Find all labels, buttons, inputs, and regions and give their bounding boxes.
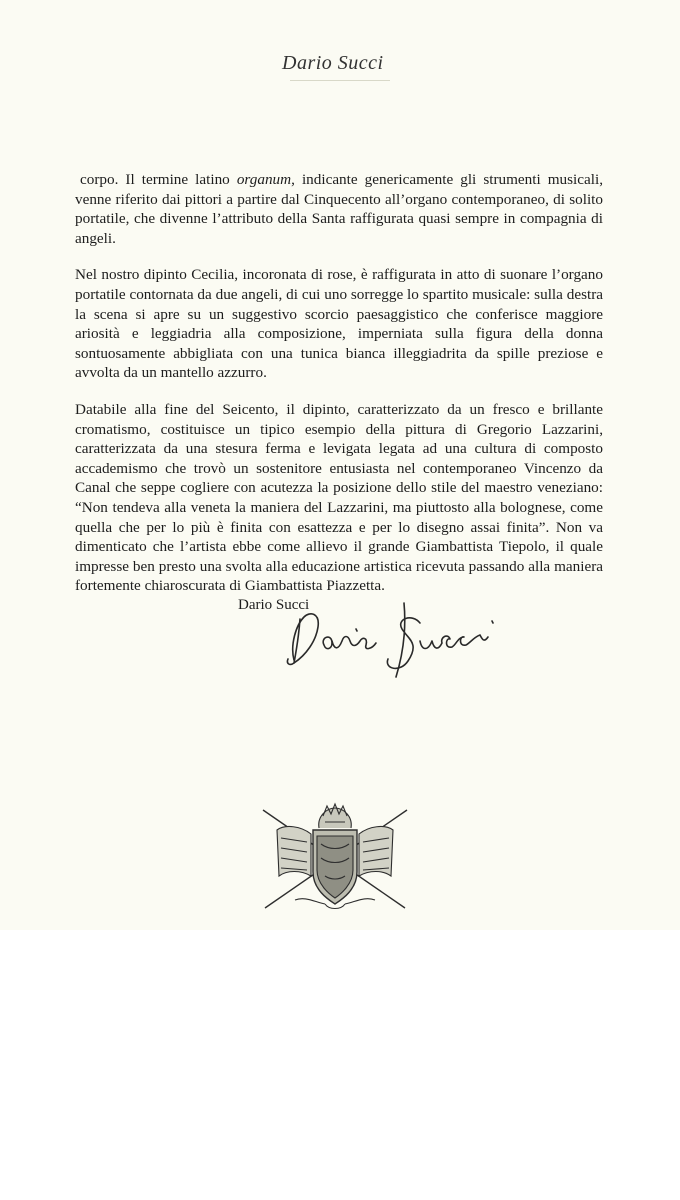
paragraph-1-italic-term: organum bbox=[236, 171, 292, 188]
letterhead-name: Dario Succi bbox=[282, 52, 384, 74]
letterhead-divider bbox=[290, 80, 390, 81]
paragraph-1-start: corpo. Il termine latino bbox=[80, 171, 237, 188]
handwritten-signature bbox=[280, 585, 520, 680]
letter-body bbox=[75, 170, 603, 613]
signatory-name: Dario Succi bbox=[238, 597, 310, 613]
paragraph-2: Nel nostro dipinto Cecilia, incoronata di rose, è raffigurata in atto di suonare l’organo portatile contornata da due angeli, di cui uno sorregge lo spartito musicale: sulla destra la scena si apre su un suggestivo scorcio paesaggistico che conferisce maggiore ariosità e leggiadria alla composizione, imperniata sulla figura della donna sontuosamente abbigliata con una tunica bianca illeggiadrita da spille preziose e avvolta da un mantello azzurro. bbox=[75, 266, 603, 382]
paragraph-1 bbox=[75, 170, 603, 248]
paragraph-1-end: , indicante genericamente gli strumenti musicali, venne riferito dai pittori a partire dal Cinquecento all’organo contemporaneo, di solito portatile, che divenne l’attributo della Santa raffigurata quasi sempre in compagnia di angeli. bbox=[75, 171, 603, 247]
paragraph-3: Databile alla fine del Seicento, il dipinto, caratterizzato da un fresco e brillante cromatismo, costituisce un tipico esempio della pittura di Gregorio Lazzarini, caratterizzata da una stesura ferma e levigata legata ad una cultura di composto accademismo che trovò un sostenitore entusiasta nel contemporaneo Vincenzo da Canal che seppe cogliere con acutezza la posizione dello stile del maestro veneziano: “Non tendeva alla veneta la maniera del Lazzarini, ma piuttosto alla bolognese, come quella che per lo più è finita con esattezza e per lo disegno assai finita”. Non va dimenticato che l’artista ebbe come allievo il grande Giambattista Tiepolo, il quale impresse ben presto una svolta alla educazione artistica ricevuta passando alla maniera fortemente chiaroscurata di Giambattista Piazzetta. bbox=[75, 400, 603, 595]
heraldic-emblem-icon bbox=[255, 800, 415, 915]
